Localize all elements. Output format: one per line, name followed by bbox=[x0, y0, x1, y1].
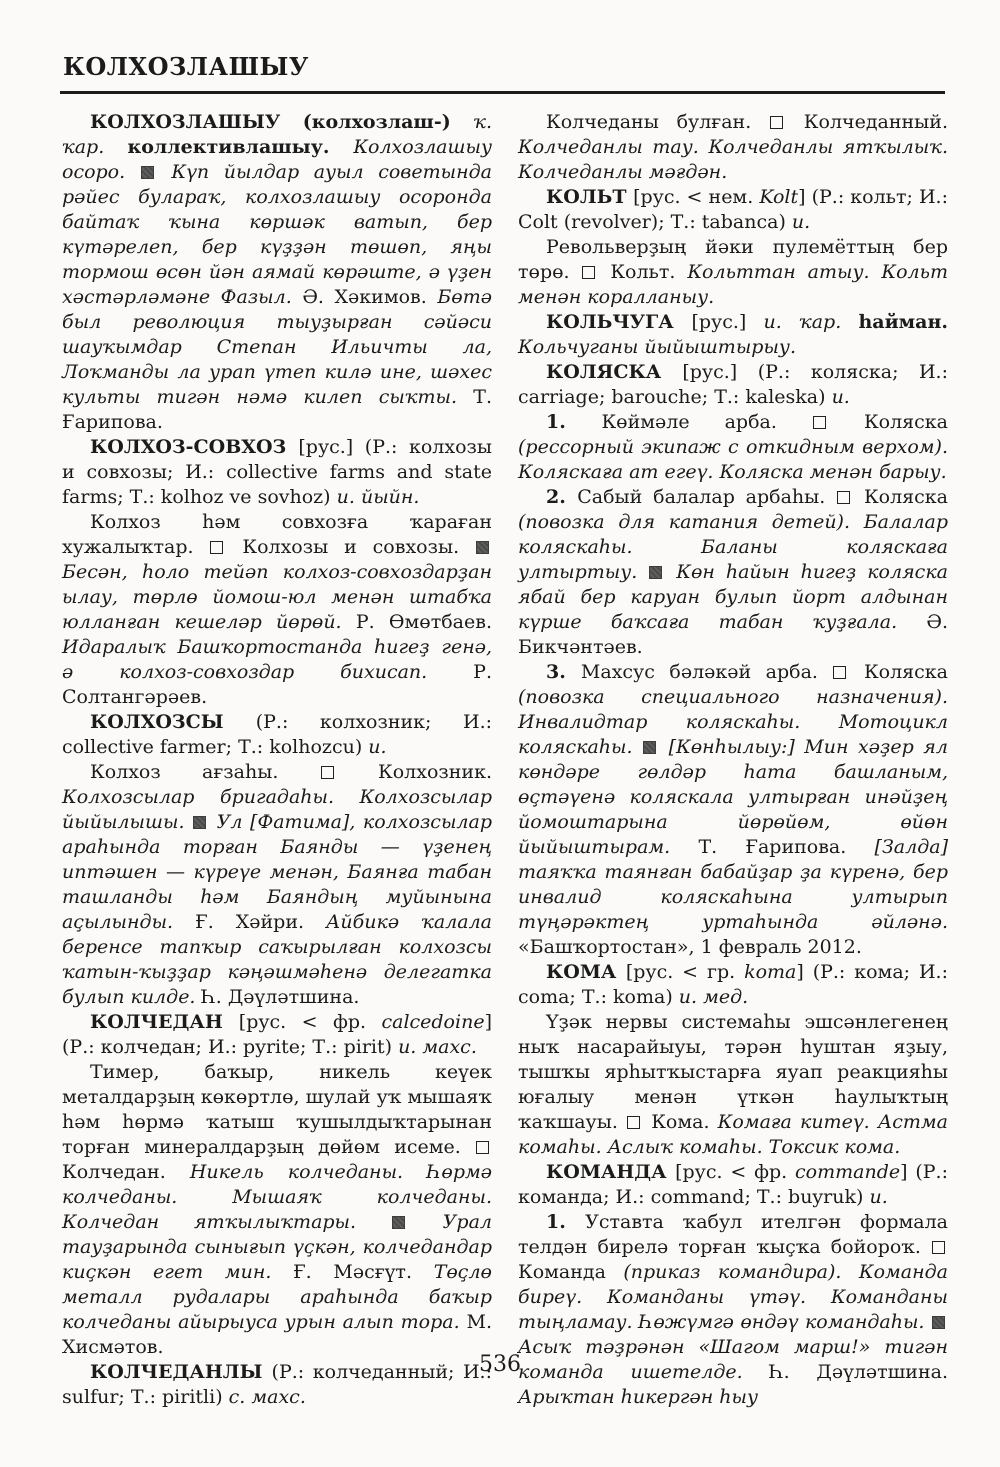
entry-kolkhoz-sovkhoz: КОЛХОЗ-СОВХОЗ [рус.] (Р.: колхозы и совхозы; И.: collective farms and state farms; Т.: kolhoz ve sovhoz) и. йыйн. bbox=[62, 436, 492, 508]
open-square-icon bbox=[813, 416, 826, 429]
header-divider bbox=[60, 91, 945, 94]
sense-1-komanda: 1. Уставта ҡабул ителгән формала телдән бирелә торған ҡыҫҡа бойороҡ. Команда (приказ командира). Команда биреү. Команданы үтәү. Команданы тыңламау. Һөжүмгә өндәү командаһы. Асыҡ тәҙрәнән «Шагом марш!» тигән команда ишетелде. Һ. Дәүләтшина. Арыҡтан һикергән һыу bbox=[518, 1211, 949, 1408]
entry-kolt: КОЛЬТ [рус. < нем. Kolt] (Р.: кольт; И.: Colt (revolver); Т.: tabanca) и. bbox=[518, 186, 948, 233]
sense-3-kolyaska: 3. Махсус бәләкәй арба. Коляска (повозка специального назначения). Инвалидтар коляскаһы. Мотоцикл коляскаһы. [Көнһылыу:] Мин хәҙер ял көндәре гөлдәр һата башланым, өҫтәүенә коляскала ултырған инәйҙең йомоштарына йөрөйөм, өйөн йыйыштырам. Т. Ғарипова. [Залда] таяҡҡа таянған бабайҙар ҙа күренә, бер инвалид коляскаһына ултырып түңәрәктең уртаһында әйләнә. «Башҡортостан», 1 февраль 2012. bbox=[518, 661, 949, 958]
running-head: КОЛХОЗЛАШЫУ bbox=[63, 52, 309, 81]
filled-square-icon bbox=[193, 816, 206, 829]
open-square-icon bbox=[476, 1141, 489, 1154]
filled-square-icon bbox=[476, 541, 489, 554]
entry-komanda: КОМАНДА [рус. < фр. commande] (Р.: команда; И.: command; Т.: buyruk) и. bbox=[518, 1161, 948, 1208]
filled-square-icon bbox=[649, 566, 662, 579]
open-square-icon bbox=[582, 266, 595, 279]
definition-kolkhozsy: Колхоз ағзаһы. Колхозник. Колхозсылар бригадаһы. Колхозсылар йыйылышы. Ул [Фатима], колхозсылар араһында торған Баянды — үҙенең иптәшен — күреүе менән, Баянға табан ташланды һәм Баяндың муйынына аҫылынды. Ғ. Хәйри. Айбикә ҡалала беренсе тапҡыр саҡырылған колхозсы ҡатын-ҡыҙҙар кәңәшмәһенә делегатка булып килде. Һ. Дәүләтшина. bbox=[62, 761, 493, 1008]
entry-kolchedanly: КОЛЧЕДАНЛЫ (Р.: колчеданный; И.: sulfur; Т.: piritli) с. махс. bbox=[62, 1361, 492, 1408]
entry-kolkhozsy: КОЛХОЗСЫ (Р.: колхозник; И.: collective farmer; Т.: kolhozcu) и. bbox=[62, 711, 493, 758]
filled-square-icon bbox=[392, 1216, 405, 1229]
filled-square-icon bbox=[643, 741, 656, 754]
sense-2-kolyaska: 2. Сабый балалар арбаһы. Коляска (повозка для катания детей). Балалар коляскаһы. Баланы коляскаға ултыртыу. Көн һайын һигеҙ коляска ябай бер каруан булып йорт алдынан күрше баҡсаға табан ҡуҙғала. Ә. Бикчәнтәев. bbox=[518, 486, 948, 658]
definition-kolchedanly: Колчеданы булған. Колчеданный. Колчеданлы тау. Колчеданлы ятҡылыҡ. Колчеданлы мәғдән. bbox=[518, 111, 948, 183]
open-square-icon bbox=[837, 491, 850, 504]
entry-kolkhozlashyu: КОЛХОЗЛАШЫУ (колхозлаш-) ҡ. ҡар. коллективлашыу. Колхозлашыу осоро. Күп йылдар ауыл советында рәйес булараҡ, колхозлашыу осоронда байтаҡ ҡына көршәк ватып, бер күтәрелеп, бер күҙҙән төшөп, яңы тормош өсөн йән аямай көрәште, ә үҙен хәстәрләмәне Фазыл. Ә. Хәкимов. Бөтә был революция тыуҙырған сәйәси шауҡымдар Степан Ильичты ла, Лоҡманды ла урап үтеп килә ине, шәхес культы тигән нәмә килеп сыҡты. Т. Ғарипова. bbox=[62, 111, 492, 433]
sense-1-kolyaska: 1. Көймәле арба. Коляска (рессорный экипаж с откидным верхом). Коляскаға ат егеү. Коляска менән барыу. bbox=[518, 411, 948, 483]
open-square-icon bbox=[321, 766, 334, 779]
entry-koma: КОМА [рус. < гр. koma] (Р.: кома; И.: coma; Т.: koma) и. мед. bbox=[518, 961, 948, 1008]
right-column bbox=[518, 110, 948, 1410]
open-square-icon bbox=[932, 1241, 945, 1254]
text-columns bbox=[62, 110, 948, 1410]
definition-koma: Үҙәк нервы системаһы эшсәнлегенең ныҡ насарайыуы, тәрән һуштан яҙыу, тышҡы ярһытҡыстарға яуап реакцияһы юғалыу менән үткән һаулыҡтың ҡаҡшауы. Кома. Комаға китеү. Астма комаһы. Аслыҡ комаһы. Токсик кома. bbox=[518, 1011, 948, 1158]
definition-kolt: Револьверҙың йәки пулемёттың бер төрө. Кольт. Кольттан атыу. Кольт менән коралланыу. bbox=[518, 236, 949, 308]
definition-kolkhoz-sovkhoz: Колхоз һәм совхозға ҡараған хужалыҡтар. Колхозы и совхозы. Бесән, һоло тейәп колхоз-совхоздарҙан ылау, төрлө йомош-юл менән штабҡа юлланған кешеләр йөрөй. Р. Өмөтбаев. Идаралыҡ Башҡортостанда һигеҙ генә, ә колхоз-совхоздар бихисап. Р. Солтангәрәев. bbox=[62, 511, 492, 708]
entry-kolyaska: КОЛЯСКА [рус.] (Р.: коляска; И.: carriage; barouche; Т.: kaleska) и. bbox=[518, 361, 948, 408]
open-square-icon bbox=[770, 116, 783, 129]
open-square-icon bbox=[210, 541, 223, 554]
entry-kolchuga: КОЛЬЧУГА [рус.] и. ҡар. һайман. Кольчуганы йыйыштырыу. bbox=[518, 311, 948, 358]
filled-square-icon bbox=[932, 1316, 945, 1329]
filled-square-icon bbox=[141, 166, 154, 179]
left-column bbox=[62, 110, 492, 1410]
open-square-icon bbox=[833, 666, 846, 679]
definition-kolchedan: Тимер, баҡыр, никель кеүек металдарҙың көкөртлө, шулай уҡ мышаяҡ һәм һөрмә ҡатыш ҡушылдыҡтарынан торған минералдарҙың дөйөм исеме. Колчедан. Никель колчеданы. Һөрмә колчеданы. Мышаяҡ колчеданы. Колчедан ятҡылыҡтары. Урал тауҙарында сынығып үҫкән, колчедандар киҫкән егет мин. Ғ. Мәсғүт. Төҫлө металл рудалары араһында баҡыр колчеданы айырыуса урын алып тора. М. Хисмәтов. bbox=[62, 1061, 492, 1358]
entry-kolchedan: КОЛЧЕДАН [рус. < фр. calcedoine] (Р.: колчедан; И.: pyrite; Т.: pirit) и. махс. bbox=[62, 1011, 492, 1058]
page-number: 536 bbox=[479, 1352, 521, 1377]
open-square-icon bbox=[627, 1116, 640, 1129]
